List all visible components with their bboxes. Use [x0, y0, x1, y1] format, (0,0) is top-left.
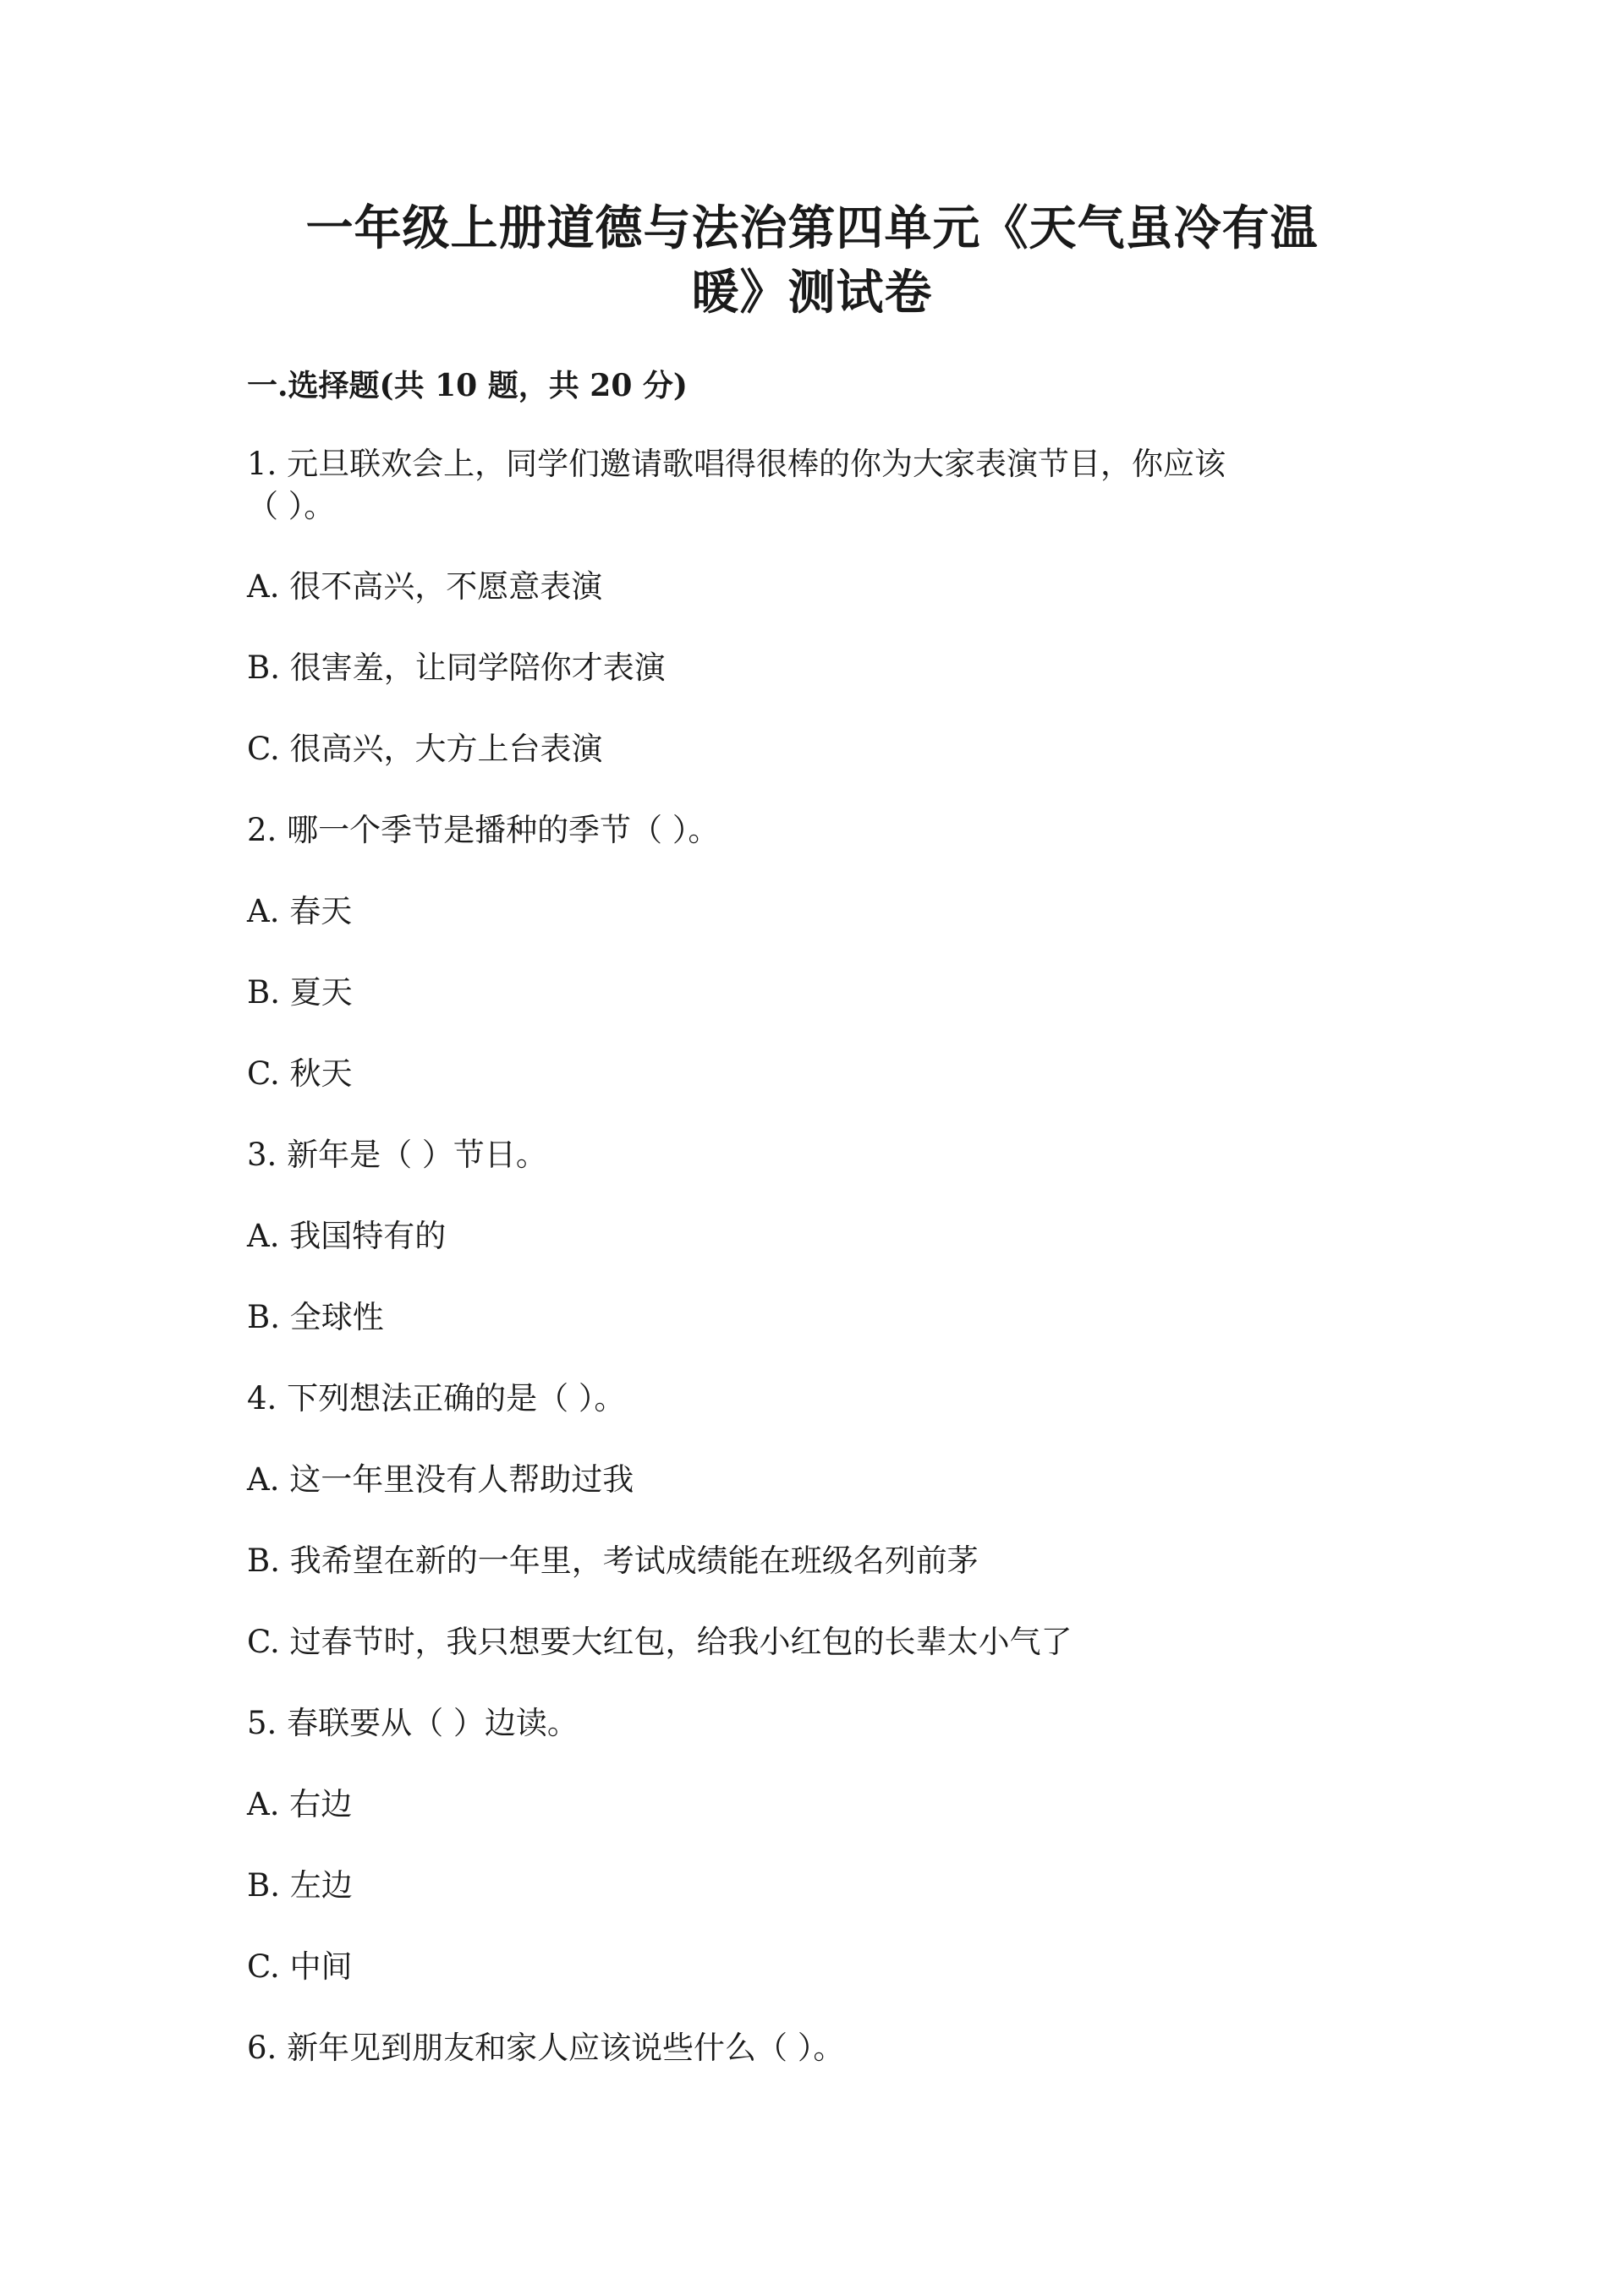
question-6-stem: 6. 新年见到朋友和家人应该说些什么（ ）。	[247, 2030, 845, 2066]
title-line-1: 一年级上册道德与法治第四单元《天气虽冷有温	[305, 200, 1319, 256]
question-2-option-a: A. 春天	[247, 893, 353, 929]
question-5-option-b: B. 左边	[247, 1867, 353, 1904]
question-5-option-c: C. 中间	[247, 1948, 353, 1985]
question-1-stem-line-2: （ ）。	[247, 488, 336, 524]
title-line-2: 暖》测试卷	[691, 265, 933, 321]
question-3-option-b: B. 全球性	[247, 1299, 384, 1335]
question-5-option-a: A. 右边	[247, 1786, 353, 1822]
question-4-option-b: B. 我希望在新的一年里，考试成绩能在班级名列前茅	[247, 1543, 979, 1579]
question-2-stem: 2. 哪一个季节是播种的季节（ ）。	[247, 812, 720, 848]
question-3-option-a: A. 我国特有的	[247, 1218, 447, 1254]
question-5-stem: 5. 春联要从（ ）边读。	[247, 1705, 579, 1741]
question-1-option-b: B. 很害羞，让同学陪你才表演	[247, 649, 666, 686]
question-4-stem: 4. 下列想法正确的是（ ）。	[247, 1380, 626, 1417]
question-1-option-a: A. 很不高兴，不愿意表演	[247, 568, 603, 605]
question-1-stem-line-1: 1. 元旦联欢会上，同学们邀请歌唱得很棒的你为大家表演节目，你应该	[247, 446, 1226, 482]
page-title	[254, 196, 1370, 325]
question-1-option-c: C. 很高兴，大方上台表演	[247, 731, 603, 767]
question-3-stem: 3. 新年是（ ）节日。	[247, 1137, 547, 1173]
question-4-option-c: C. 过春节时，我只想要大红包，给我小红包的长辈太小气了	[247, 1624, 1073, 1660]
section-heading: 一.选择题(共 10 题，共 20 分)	[247, 368, 688, 403]
question-2-option-b: B. 夏天	[247, 974, 353, 1011]
question-2-option-c: C. 秋天	[247, 1055, 353, 1092]
question-4-option-a: A. 这一年里没有人帮助过我	[247, 1461, 634, 1498]
